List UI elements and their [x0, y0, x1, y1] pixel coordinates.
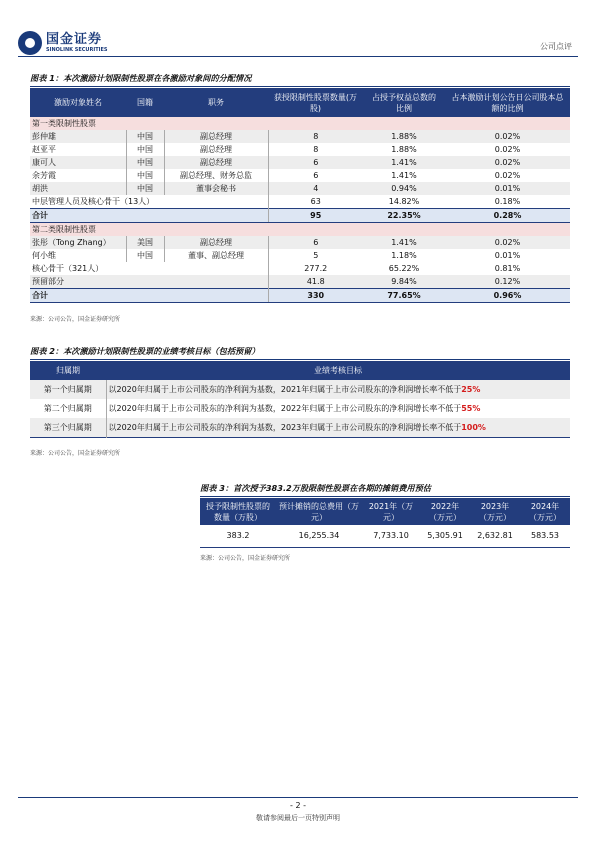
table-cell: 1.41% [391, 171, 417, 180]
logo-en: SINOLINK SECURITIES [46, 47, 108, 53]
table-cell: 第三个归属期 [30, 418, 106, 437]
table-cell: 副总经理、财务总监 [164, 169, 268, 182]
table-row [30, 117, 570, 130]
table-cell: 康可人 [30, 156, 126, 169]
table-cell: 彭仲雄 [30, 130, 126, 143]
table-cell: 41.8 [268, 275, 363, 289]
table-cell: 330 [268, 289, 363, 303]
page-number: - 2 - [290, 801, 306, 810]
table-row [30, 195, 570, 209]
table-row [30, 169, 570, 182]
col-header: 获授限制性股票数量(万股) [268, 88, 363, 117]
table-row [30, 143, 570, 156]
table-cell: 赵亚平 [32, 145, 56, 154]
table2-title: 图表 2：本次激励计划限制性股票的业绩考核目标（包括预留） [30, 346, 570, 360]
table-cell: 0.02% [445, 236, 570, 249]
target-cell [106, 399, 570, 418]
col-header: 激励对象姓名 [30, 88, 126, 117]
table-cell: 副总经理 [164, 130, 268, 143]
table-cell: 4 [268, 182, 363, 195]
table-cell: 0.94% [363, 182, 445, 195]
performance-target-table [30, 361, 570, 438]
growth-target: 100% [461, 422, 486, 432]
table-cell: 7,733.10 [373, 531, 409, 541]
allocation-table [30, 88, 570, 303]
table-row [30, 182, 570, 195]
col-header: 国籍 [126, 88, 164, 117]
footer-divider [18, 797, 578, 798]
logo-cn: 国金证券 [46, 32, 103, 47]
table-cell: 0.28% [445, 209, 570, 223]
table-cell: 第一个归属期 [30, 380, 106, 399]
table-row [30, 236, 570, 249]
table-cell: 2,632.81 [477, 531, 513, 541]
table-cell: 中国 [126, 169, 164, 182]
footer-disclaimer: 敬请参阅最后一页特别声明 [256, 814, 340, 822]
table-cell: 0.12% [445, 275, 570, 289]
table-cell: 董事会秘书 [164, 182, 268, 195]
table-cell: 5,305.91 [427, 531, 463, 541]
target-text: 以2020年归属于上市公司股东的净利润为基数，2023年归属于上市公司股东的净利润增长率不低于 [108, 422, 462, 432]
table-cell: 8 [268, 130, 363, 143]
table-cell: 1.18% [391, 251, 417, 260]
target-text: 以2020年归属于上市公司股东的净利润为基数，2022年归属于上市公司股东的净利润增长率不低于 [108, 404, 462, 413]
col-header: 2024年（万元） [520, 498, 570, 525]
target-text: 以2020年归属于上市公司股东的净利润为基数，2021年归属于上市公司股东的净利润增长率不低于 [108, 385, 462, 394]
table-cell: 0.02% [494, 171, 521, 180]
target-cell [106, 380, 570, 399]
table-cell: 95 [268, 209, 363, 223]
company-logo [18, 30, 108, 56]
table-cell: 合计 [30, 289, 268, 303]
table-cell: 0.01% [494, 251, 521, 260]
table-cell: 0.02% [445, 130, 570, 143]
table-cell: 5 [268, 249, 363, 262]
table-cell: 1.41% [363, 236, 445, 249]
table-cell: 0.02% [445, 156, 570, 169]
growth-target: 55% [461, 404, 481, 413]
table-row [30, 289, 570, 303]
table1-source: 来源：公司公告，国金证券研究所 [30, 316, 121, 323]
table-row [30, 209, 570, 223]
table-cell: 张彤（Tong Zhang） [30, 236, 126, 249]
amortization-table [200, 498, 570, 548]
table-cell: 副总经理 [164, 236, 268, 249]
table-cell: 65.22% [388, 264, 420, 273]
table-row [30, 418, 570, 437]
table-cell: 1.88% [391, 145, 417, 154]
table-row [30, 380, 570, 399]
table-row [30, 130, 570, 143]
table-cell: 何小维 [32, 251, 56, 260]
target-cell [106, 418, 570, 437]
table-cell: 583.53 [531, 531, 559, 541]
table-cell: 6 [268, 169, 363, 182]
table-row [30, 262, 570, 275]
logo-mark-icon [18, 31, 42, 55]
col-header: 业绩考核目标 [106, 361, 570, 380]
table-cell: 14.82% [388, 197, 420, 206]
table-row [30, 275, 570, 289]
growth-target: 25% [461, 385, 481, 394]
table-cell: 副总经理 [164, 156, 268, 169]
table3-title: 图表 3：首次授予383.2万股限制性股票在各期的摊销费用预估 [200, 483, 570, 497]
table-cell: 合计 [30, 209, 268, 223]
table-cell: 0.02% [494, 145, 521, 154]
table-cell: 22.35% [363, 209, 445, 223]
table-cell: 277.2 [268, 262, 363, 275]
table1-title: 图表 1：本次激励计划限制性股票在各激励对象间的分配情况 [30, 73, 570, 87]
table-cell: 0.96% [445, 289, 570, 303]
table-cell: 1.41% [363, 156, 445, 169]
table-cell: 9.84% [363, 275, 445, 289]
table-cell: 0.18% [494, 197, 521, 206]
table-cell: 中国 [126, 182, 164, 195]
table-cell: 77.65% [363, 289, 445, 303]
table-cell: 63 [268, 195, 363, 209]
table-cell: 美国 [126, 236, 164, 249]
table-cell: 核心骨干（321人） [32, 264, 104, 273]
table-cell: 0.01% [445, 182, 570, 195]
col-header: 授予限制性股票的数量（万股） [200, 498, 276, 525]
table-row [30, 156, 570, 169]
page-header [18, 30, 578, 57]
table-cell: 1.88% [363, 130, 445, 143]
table-cell: 8 [268, 143, 363, 156]
table-cell: 余芳霞 [32, 171, 56, 180]
table-cell: 383.2 [226, 531, 250, 541]
table-cell: 中层管理人员及核心骨干（13人） [32, 197, 155, 206]
table-cell: 6 [268, 156, 363, 169]
col-header: 2023年（万元） [470, 498, 520, 525]
table-row [30, 249, 570, 262]
table-cell: 0.81% [494, 264, 521, 273]
col-header: 职务 [164, 88, 268, 117]
table-cell: 中国 [126, 249, 164, 262]
table-cell: 预留部分 [30, 275, 268, 289]
table-cell: 胡洪 [30, 182, 126, 195]
table-cell: 第二类限制性股票 [30, 223, 570, 237]
table-cell: 副总经理 [164, 143, 268, 156]
table-cell: 中国 [126, 143, 164, 156]
table-cell: 董事、副总经理 [164, 249, 268, 262]
table-cell: 6 [268, 236, 363, 249]
table2-source: 来源：公司公告，国金证券研究所 [30, 450, 121, 457]
doc-type: 公司点评 [540, 42, 572, 51]
table3-source: 来源：公司公告，国金证券研究所 [200, 555, 291, 562]
table-cell: 中国 [126, 156, 164, 169]
col-header: 占授予权益总数的比例 [363, 88, 445, 117]
table-row [30, 223, 570, 237]
col-header: 2021年（万元） [362, 498, 420, 525]
col-header: 2022年（万元） [420, 498, 470, 525]
col-header: 占本激励计划公告日公司股本总额的比例 [445, 88, 570, 117]
col-header: 归属期 [30, 361, 106, 380]
table-row [30, 399, 570, 418]
table-cell: 第二个归属期 [43, 404, 92, 413]
table-row [200, 525, 570, 547]
table-cell: 第一类限制性股票 [30, 117, 570, 130]
table-cell: 中国 [126, 130, 164, 143]
table-cell: 16,255.34 [298, 531, 340, 541]
col-header: 预计摊销的总费用（万元） [276, 498, 362, 525]
